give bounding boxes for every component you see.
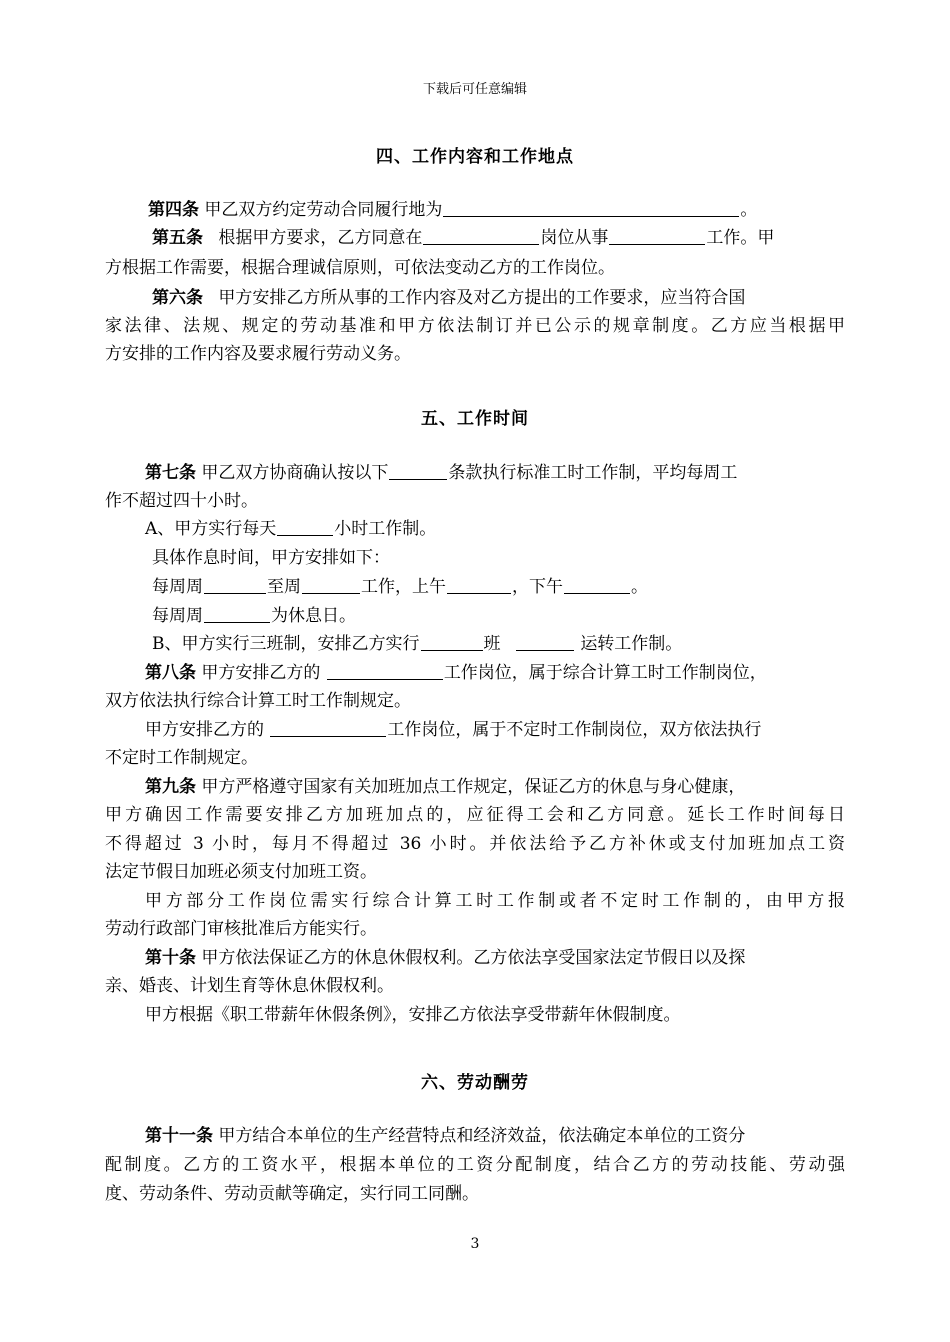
blank-workplace [443,215,739,217]
article-6 [152,290,745,307]
article-8-label: 第八条 [145,663,196,683]
blank-department [423,243,539,245]
rest-day [152,608,356,625]
article-9-para2-line1: 甲方部分工作岗位需实行综合计算工时工作制或者不定时工作制的，由甲方报 [145,891,845,911]
rest-text-b: 为休息日。 [271,606,356,626]
article-6-label: 第六条 [152,288,203,308]
article-9-label: 第九条 [145,777,196,797]
option-b-text-c: 运转工作制。 [580,634,683,654]
article-7-text-a: 甲乙双方协商确认按以下 [201,463,389,483]
article-8-text-a: 甲方安排乙方的 [201,663,321,683]
rest-text-a: 每周周 [152,606,203,626]
blank-comprehensive-post [327,678,443,680]
page-header: 下载后可任意编辑 [422,82,527,97]
blank-shifts [421,649,483,651]
article-4-label: 第四条 [148,200,199,220]
weekly-schedule [152,579,648,596]
article-11-label: 第十一条 [145,1126,213,1146]
article-9-line4: 法定节假日加班必须支付加班工资。 [105,862,377,882]
article-10 [145,950,745,967]
article-5-label: 第五条 [152,228,203,248]
weekly-text-d: ，下午 [512,577,563,597]
option-b [152,636,682,653]
article-9 [145,779,745,796]
section-6-title: 六、劳动酬劳 [421,1073,529,1093]
option-a [145,521,436,538]
article-6-line2: 家法律、法规、规定的劳动基准和甲方依法制订并已公示的规章制度。乙方应当根据甲 [105,316,845,336]
blank-flexible-post [270,735,386,737]
article-7-label: 第七条 [145,463,196,483]
section-4-title: 四、工作内容和工作地点 [376,147,574,167]
weekly-text-a: 每周周 [152,577,203,597]
article-9-para2-line2: 劳动行政部门审核批准后方能实行。 [105,919,377,939]
article-8 [145,665,767,682]
article-4-text: 甲乙双方约定劳动合同履行地为 [204,200,443,220]
article-5-text-a: 根据甲方要求，乙方同意在 [218,228,423,248]
article-5-text-b: 岗位从事 [540,228,609,248]
blank-rest-day [204,621,270,623]
option-a-text-a: A、甲方实行每天 [145,519,277,539]
article-8-p2-text-b: 工作岗位，属于不定时工作制岗位，双方依法执行 [387,720,762,740]
blank-daily-hours [277,534,333,536]
article-8-p2-text-a: 甲方安排乙方的 [145,720,264,740]
article-8-para2 [145,722,761,739]
article-8-text-b: 工作岗位，属于综合计算工时工作制岗位， [443,663,767,683]
blank-morning [447,592,511,594]
article-5-text-c: 工作。甲 [706,228,775,248]
blank-afternoon [564,592,630,594]
article-11 [145,1128,745,1145]
weekly-text-b: 至周 [267,577,301,597]
article-8-para2-line2: 不定时工作制规定。 [105,748,258,768]
article-4 [148,202,757,219]
article-5-line2: 方根据工作需要，根据合理诚信原则，可依法变动乙方的工作岗位。 [105,258,615,278]
article-10-line1: 甲方依法保证乙方的休息休假权利。乙方依法享受国家法定节假日以及探 [201,948,746,968]
blank-clause [389,478,447,480]
article-10-line2: 亲、婚丧、计划生育等休息休假权利。 [105,976,394,996]
article-10-label: 第十条 [145,948,196,968]
weekly-text-c: 工作，上午 [361,577,446,597]
article-11-line3: 度、劳动条件、劳动贡献等确定，实行同工同酬。 [105,1184,479,1204]
weekly-text-e: 。 [631,577,648,597]
article-7-text-b: 条款执行标准工时工作制，平均每周工 [448,463,738,483]
article-8-line2: 双方依法执行综合计算工时工作制规定。 [105,691,411,711]
article-5 [152,230,774,247]
blank-week-start [204,592,266,594]
blank-position [609,243,705,245]
article-9-line2: 甲方确因工作需要安排乙方加班加点的，应征得工会和乙方同意。延长工作时间每日 [105,805,845,825]
article-9-line3: 不得超过 3 小时，每月不得超过 36 小时。并依法给予乙方补休或支付加班加点工资 [105,834,845,854]
blank-rotation [516,649,574,651]
blank-week-end [302,592,360,594]
article-10-para2: 甲方根据《职工带薪年休假条例》，安排乙方依法享受带薪年休假制度。 [145,1005,681,1025]
article-11-line1: 甲方结合本单位的生产经营特点和经济效益，依法确定本单位的工资分 [218,1126,746,1146]
article-4-end: 。 [740,200,758,220]
article-11-line2: 配制度。乙方的工资水平，根据本单位的工资分配制度，结合乙方的劳动技能、劳动强 [105,1155,845,1175]
schedule-intro: 具体作息时间，甲方安排如下： [152,548,390,568]
option-a-text-b: 小时工作制。 [334,519,437,539]
option-b-text-b: 班 [483,634,501,654]
section-5-title: 五、工作时间 [421,409,529,429]
article-9-line1: 甲方严格遵守国家有关加班加点工作规定，保证乙方的休息与身心健康， [201,777,746,797]
article-6-line3: 方安排的工作内容及要求履行劳动义务。 [105,344,411,364]
article-7 [145,465,737,482]
option-b-text-a: B、甲方实行三班制，安排乙方实行 [152,634,420,654]
page-number: 3 [470,1236,480,1252]
article-6-line1: 甲方安排乙方所从事的工作内容及对乙方提出的工作要求，应当符合国 [218,288,746,308]
article-7-line2: 作不超过四十小时。 [105,491,258,511]
